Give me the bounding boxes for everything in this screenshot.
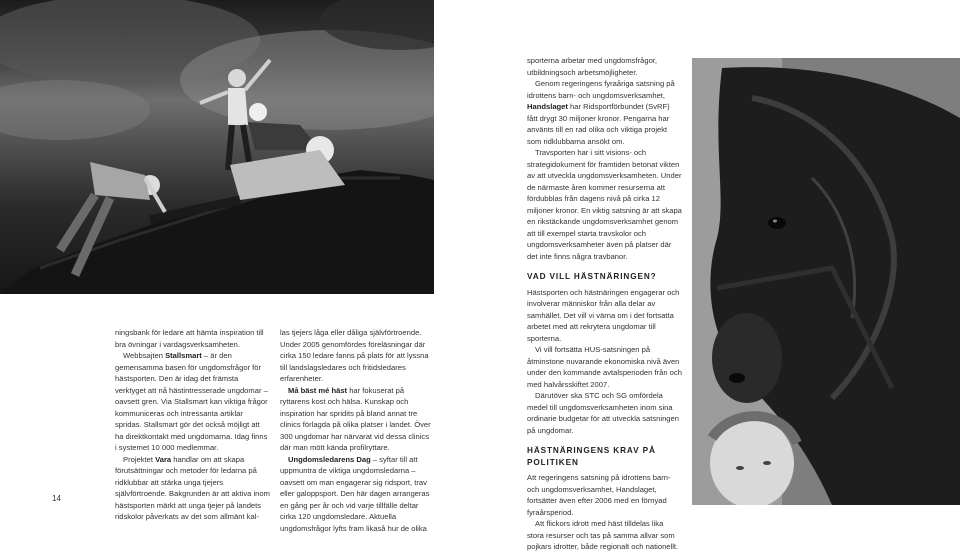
- text-column-2: [280, 327, 435, 534]
- paragraph-ma-bast: Må bäst mé häst har fokuserat på ryttarens kost och hälsa. Kunskap och inspiration har spridits på bland annat tre clinics förlagda på olika platser i landet. Över 300 ungdomar har närvarat vid dessa clinics där man mött kända profilryttare.: [280, 385, 431, 452]
- term-ma-bast-me-hast: Må bäst mé häst: [288, 385, 348, 395]
- paragraph: ningsbank för ledare att hämta inspiration till bra övningar i vardagsverksamheten.: [115, 328, 264, 349]
- term-stallsmart: Stallsmart: [165, 351, 202, 360]
- term-ungdomsledarens-dag: Ungdomsledarens Dag: [288, 454, 371, 464]
- paragraph-vara: Projektet Vara handlar om att skapa förutsättningar och metoder för ledarna på ridklubbar att stärka unga tjejers självförtroende. Bakgrunden är att aktiva inom hästsporten märkt att unga tjejer på landets ridskolor påverkats av det som allmänt kal-: [115, 454, 270, 521]
- paragraph-stallsmart: Webbsajten Stallsmart – är den gemensamma basen för ungdomsfrågor för hästsporten. Den är idag det främsta verktyget att nå hästintresserade ungdomar – oavsett gren. Via Stallsmart kan viktiga frågor kommuniceras och intressanta artiklar spridas. Stallsmart gör det också möjligt att ha direktkontakt med ungdomarna. Idag finns i systemet 10 000 medlemmar.: [115, 351, 268, 452]
- text-column-1: [115, 327, 270, 523]
- paragraph-travsporten: Travsporten har i sitt visions- och strategidokument för framtiden betonat vikten av att utveckla ungdomsverksamheten. Under de närmaste åren kommer resurserna att fördubblas från dagens nivå på cirka 12 miljoner kronor. En viktig satsning är att skapa en rikstäckande ungdomsverksamhet genom att till exempel starta travskolor och ungdomsverksamheter även på platser där det inte finns några travbanor.: [527, 148, 682, 261]
- section-heading-vad-vill: VAD VILL HÄSTNÄRINGEN?: [527, 272, 657, 281]
- term-vara: Vara: [155, 454, 172, 464]
- paragraph: Att flickors idrott med häst tilldelas lika stora resurser och tas på samma allvar som pojkars idrotter, både regionalt och nationellt.: [527, 519, 679, 551]
- text-column-3: [527, 55, 682, 553]
- term-handslaget: Handslaget: [527, 102, 568, 111]
- paragraph: sporterna arbetar med ungdomsfrågor, utbildningsoch arbetsmöjligheter.: [527, 56, 658, 77]
- paragraph-ungdomsledarens-dag: Ungdomsledarens Dag – syftar till att uppmuntra de viktiga ungdomsledarna – oavsett om man engagerar sig ridsport, trav eller galoppsport. Den här dagen arrangeras en gång per år och vid varje tillfälle deltar cirka 120 ungdomsledare. Aktuella ungdomsfrågor lyfts fram likaså hur de olika: [280, 454, 430, 533]
- paragraph-handslaget: Genom regeringens fyraåriga satsning på idrottens barn- och ungdomsverksamhet, Handslaget har Ridsportförbundet (SvRF) fått drygt 30 miljoner kronor. Pengarna har använts till en rad olika och viktiga projekt som ridklubbarna ansökt om.: [527, 79, 675, 146]
- paragraph: las tjejers låga eller dåliga självförtroende. Under 2005 genomfördes föreläsningar där cirka 150 ledare fanns på plats för att lyssna till landslagsledares och fritidsledares erfarenheter.: [280, 328, 429, 383]
- girls-on-dirt-mound-photo: [0, 0, 434, 294]
- paragraph: Därutöver ska STC och SG omfördela medel till ungdomsverksamheten inom sina ordinarie budgetar för att utveckla satsningen på ungdomar.: [527, 391, 679, 435]
- paragraph: Hästsporten och hästnäringen engagerar och involverar människor från alla delar av samhället. Det vill vi värna om i det fortsatta arbetet med att rekrytera ungdomar till sporterna.: [527, 287, 680, 343]
- page-number: 14: [52, 494, 61, 503]
- section-heading-krav: HÄSTNÄRINGENS KRAV PÅ POLITIKEN: [527, 446, 656, 467]
- paragraph: Vi vill fortsätta HUS-satsningen på åtminstone nuvarande ekonomiska nivå även under den kommande avtalsperioden från och med halvårsskiftet 2007.: [527, 345, 682, 389]
- paragraph: Att regeringens satsning på idrottens barn- och ungdomsverksamhet, Handslaget, fortsätter även efter 2006 med en förnyad fyraårsperiod.: [527, 473, 671, 517]
- horse-and-child-photo: [692, 58, 960, 505]
